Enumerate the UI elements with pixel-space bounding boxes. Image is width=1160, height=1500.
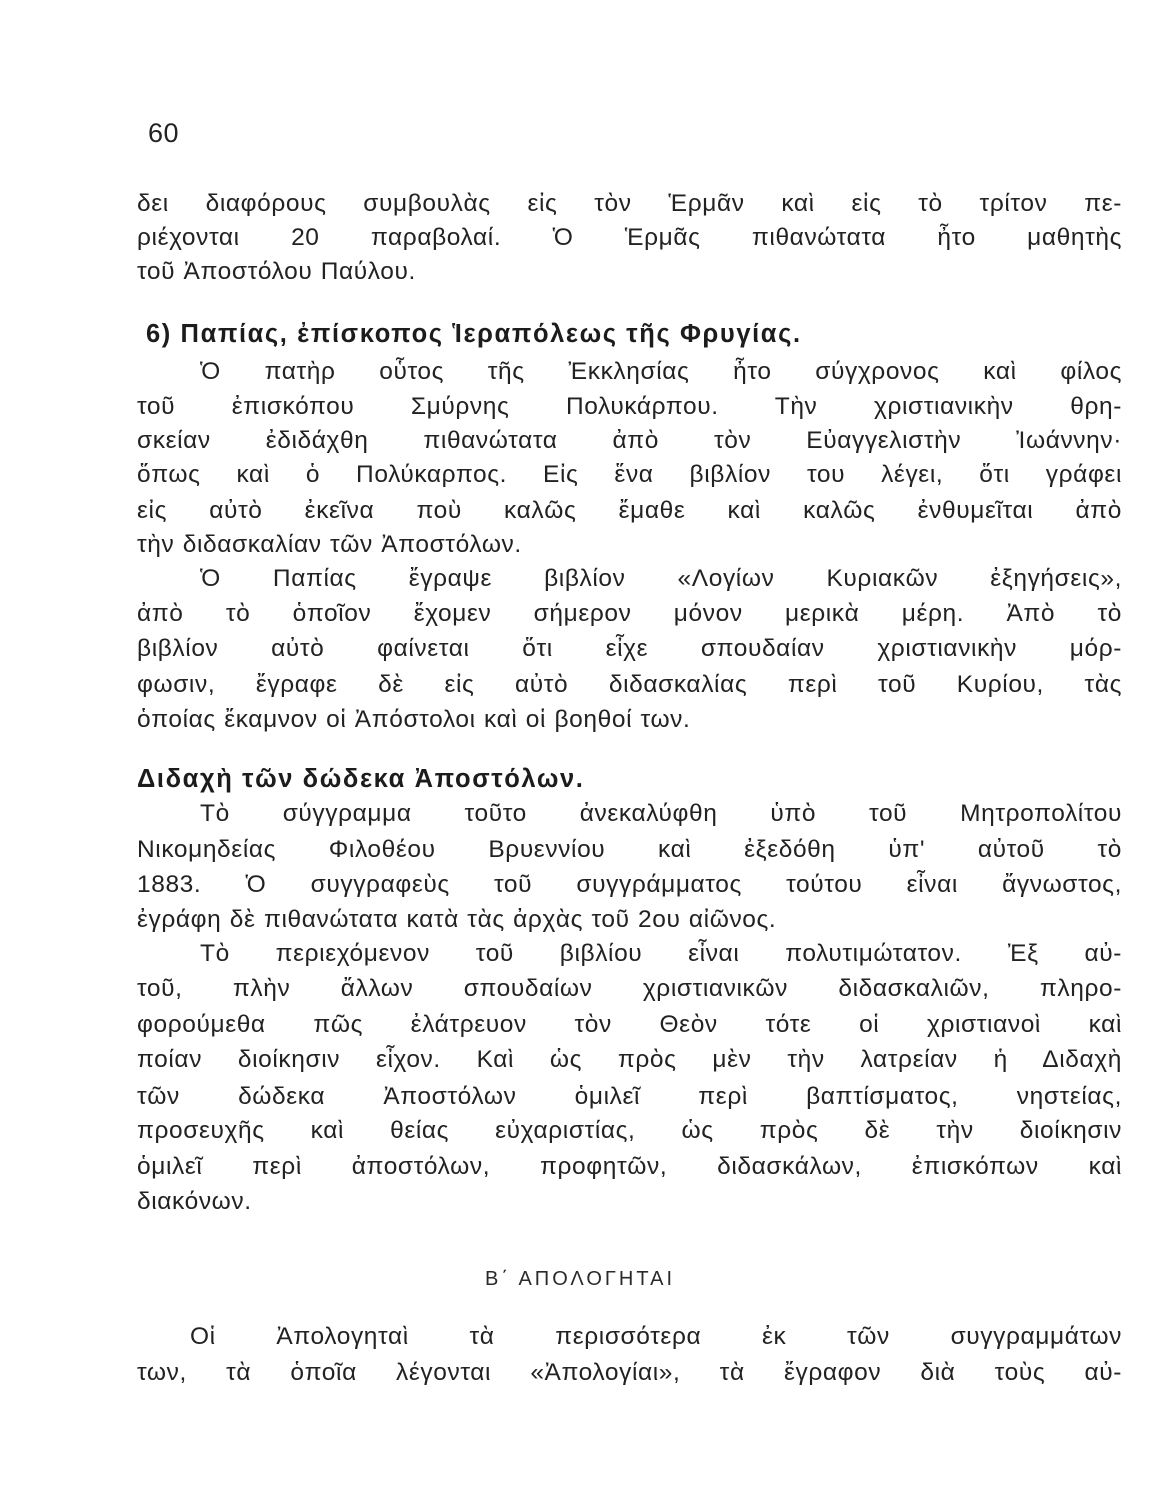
- text-line: Ὁ Παπίας ἔγραψε βιβλίον «Λογίων Κυριακῶν ἐξηγήσεις»,: [200, 565, 1122, 592]
- text-line: δει διαφόρους συμβουλὰς εἰς τὸν Ἑρμᾶν καὶ εἰς τὸ τρίτον πε-: [137, 190, 1122, 217]
- text-line: 1883. Ὁ συγγραφεὺς τοῦ συγγράμματος τούτου εἶναι ἄγνωστος,: [137, 871, 1122, 898]
- text-line: προσευχῆς καὶ θείας εὐχαριστίας, ὡς πρὸς δὲ τὴν διοίκησιν: [137, 1117, 1122, 1144]
- text-line: τοῦ ἐπισκόπου Σμύρνης Πολυκάρπου. Τὴν χριστιανικὴν θρη-: [137, 393, 1122, 420]
- page-number: 60: [148, 118, 180, 148]
- text-line: ἀπὸ τὸ ὁποῖον ἔχομεν σήμερον μόνον μερικὰ μέρη. Ἀπὸ τὸ: [137, 600, 1122, 627]
- text-line: ἐγράφη δὲ πιθανώτατα κατὰ τὰς ἀρχὰς τοῦ 2ου αἰῶνος.: [137, 906, 777, 933]
- text-line: Ὁ πατὴρ οὗτος τῆς Ἐκκλησίας ἦτο σύγχρονος καὶ φίλος: [200, 358, 1122, 385]
- text-line: φωσιν, ἔγραφε δὲ εἰς αὐτὸ διδασκαλίας περὶ τοῦ Κυρίου, τὰς: [137, 671, 1122, 698]
- text-line: Τὸ περιεχόμενον τοῦ βιβλίου εἶναι πολυτιμώτατον. Ἐξ αὐ-: [200, 940, 1122, 967]
- text-line: τὴν διδασκαλίαν τῶν Ἀποστόλων.: [137, 531, 522, 558]
- text-line: διακόνων.: [137, 1188, 252, 1215]
- text-line: εἰς αὐτὸ ἐκεῖνα ποὺ καλῶς ἔμαθε καὶ καλῶς ἐνθυμεῖται ἀπὸ: [137, 497, 1122, 524]
- text-line: τοῦ Ἀποστόλου Παύλου.: [137, 258, 416, 285]
- text-line: βιβλίον αὐτὸ φαίνεται ὅτι εἶχε σπουδαίαν χριστιανικὴν μόρ-: [137, 635, 1122, 662]
- text-line: σκείαν ἐδιδάχθη πιθανώτατα ἀπὸ τὸν Εὐαγγελιστὴν Ἰωάννην·: [137, 427, 1122, 454]
- papias-heading: 6) Παπίας, ἐπίσκοπος Ἱεραπόλεως τῆς Φρυγίας.: [146, 320, 802, 348]
- text-line: ὅπως καὶ ὁ Πολύκαρπος. Εἰς ἕνα βιβλίον του λέγει, ὅτι γράφει: [137, 461, 1122, 488]
- text-line: τῶν δώδεκα Ἀποστόλων ὁμιλεῖ περὶ βαπτίσματος, νηστείας,: [137, 1083, 1122, 1110]
- text-line: ποίαν διοίκησιν εἶχον. Καὶ ὡς πρὸς μὲν τὴν λατρείαν ἡ Διδαχὴ: [137, 1046, 1122, 1073]
- text-line: Τὸ σύγγραμμα τοῦτο ἀνεκαλύφθη ὑπὸ τοῦ Μητροπολίτου: [200, 800, 1122, 827]
- didache-heading: Διδαχὴ τῶν δώδεκα Ἀποστόλων.: [137, 765, 585, 793]
- text-line: των, τὰ ὁποῖα λέγονται «Ἀπολογίαι», τὰ ἔγραφον διὰ τοὺς αὐ-: [137, 1359, 1122, 1386]
- text-line: ὁποίας ἔκαμνον οἱ Ἀπόστολοι καὶ οἱ βοηθοί των.: [137, 706, 691, 733]
- section-title: Β΄ ΑΠΟΛΟΓΗΤΑΙ: [484, 1268, 675, 1290]
- text-line: Νικομηδείας Φιλοθέου Βρυεννίου καὶ ἐξεδόθη ὑπ' αὐτοῦ τὸ: [137, 836, 1122, 863]
- text-line: ριέχονται 20 παραβολαί. Ὁ Ἑρμᾶς πιθανώτατα ἦτο μαθητὴς: [137, 224, 1122, 251]
- text-line: τοῦ, πλὴν ἄλλων σπουδαίων χριστιανικῶν διδασκαλιῶν, πληρο-: [137, 975, 1122, 1002]
- text-line: Οἱ Ἀπολογηταὶ τὰ περισσότερα ἐκ τῶν συγγραμμάτων: [190, 1323, 1122, 1350]
- text-line: φορούμεθα πῶς ἐλάτρευον τὸν Θεὸν τότε οἱ χριστιανοὶ καὶ: [137, 1011, 1122, 1038]
- text-line: ὁμιλεῖ περὶ ἀποστόλων, προφητῶν, διδασκάλων, ἐπισκόπων καὶ: [137, 1153, 1122, 1180]
